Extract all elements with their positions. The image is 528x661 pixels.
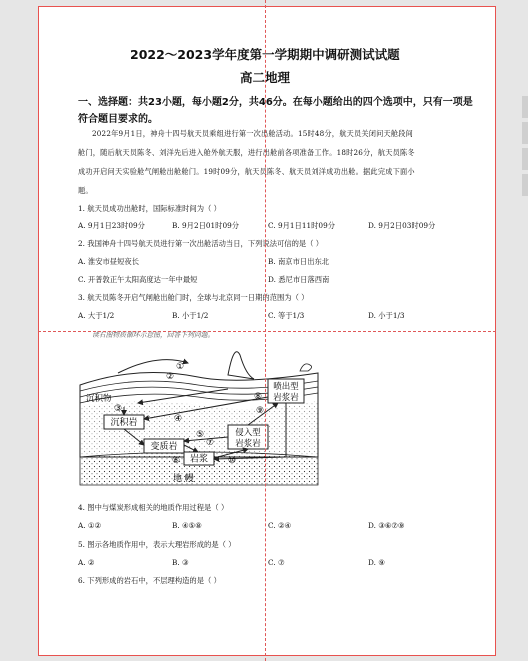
question-4-stem: 4. 图中与煤炭形成相关的地质作用过程是（ ） (78, 503, 229, 512)
volcano-icon (228, 352, 254, 379)
process-10: ⑩ (228, 456, 237, 466)
scroll-marker (522, 96, 528, 118)
section-heading-cont: 符合题目要求的。 (78, 114, 158, 125)
label-mantle: 地 幔 (173, 474, 194, 484)
q2-option-c: C. 开普敦正午太阳高度达一年中最短 (78, 275, 198, 284)
process-4: ④ (174, 414, 183, 424)
label-magma: 岩浆 (189, 454, 209, 465)
question-1-stem: 1. 航天员成功出舱时，国际标准时间为（ ） (78, 204, 221, 213)
q1-option-d: D. 9月2日03时09分 (368, 221, 436, 230)
passage-line: 2022年9月1日，神舟十四号航天员乘组进行第一次出舱活动。15时48分，航天员关闭问天舱段间 (92, 129, 414, 138)
process-8: ⑧ (254, 392, 263, 402)
question-6-stem: 6. 下列形成的岩石中，不层理构造的是（ ） (78, 576, 221, 585)
question-3-stem: 3. 航天员陈冬开启气闸舱出舱门时，全球与北京同一日期的范围为（ ） (78, 293, 309, 302)
q3-option-a: A. 大于1/2 (78, 311, 115, 320)
process-7: ⑦ (206, 438, 215, 448)
q1-option-b: B. 9月2日01时09分 (172, 221, 240, 230)
q1-option-a: A. 9月1日23时09分 (78, 221, 145, 230)
exam-subject: 高二地理 (240, 70, 291, 85)
q3-option-c: C. 等于1/3 (268, 311, 305, 320)
process-6: ⑥ (172, 456, 181, 466)
label-intrusive-1: 侵入型 (235, 428, 261, 438)
q3-option-d: D. 小于1/3 (368, 311, 405, 320)
process-5: ⑤ (196, 430, 205, 440)
label-sediment: 沉积物 (86, 394, 112, 404)
q2-option-d: D. 悉尼市日落西南 (268, 275, 330, 284)
rock-cycle-diagram (78, 345, 323, 490)
passage-line: 舱门，随后航天员陈冬、刘洋先后进入舱外航天服，进行出舱前各项准备工作。18时26分，航天员陈冬 (78, 148, 415, 157)
plant-icon (300, 364, 312, 371)
question-2-stem: 2. 我国神舟十四号航天员进行第一次出舱活动当日，下列说法可信的是（ ） (78, 239, 324, 248)
label-metamorphic-rock: 变质岩 (150, 442, 178, 452)
process-2: ② (166, 372, 175, 382)
q2-option-a: A. 淮安市昼短夜长 (78, 257, 139, 266)
q2-option-b: B. 南京市日出东北 (268, 257, 330, 266)
q4-option-a: A. ①② (78, 521, 101, 530)
q4-option-b: B. ④⑤⑧ (172, 521, 202, 530)
process-9: ⑨ (256, 406, 265, 416)
process-1: ① (176, 362, 185, 372)
passage-line: 成功开启问天实验舱气闸舱出舱舱门。19时09分，航天员陈冬、航天员刘洋成功出舱。据此完成下面小 (78, 167, 415, 176)
label-extrusive-2: 岩浆岩 (273, 393, 299, 403)
q1-option-c: C. 9月1日11时09分 (268, 221, 336, 230)
q4-option-c: C. ②④ (268, 521, 292, 530)
q3-option-b: B. 小于1/2 (172, 311, 209, 320)
label-sedimentary-rock: 沉积岩 (110, 418, 138, 428)
q5-option-a: A. ② (78, 558, 95, 567)
q5-option-d: D. ⑨ (368, 558, 385, 567)
guide-line-horizontal (38, 331, 496, 332)
passage-line: 题。 (78, 186, 93, 195)
section-heading: 一、选择题：共23小题，每小题2分，共46分。在每小题给出的四个选项中，只有一项是 (78, 97, 473, 108)
q5-option-b: B. ③ (172, 558, 189, 567)
scroll-marker (522, 174, 528, 196)
process-3: ③ (114, 404, 123, 414)
scroll-marker (522, 122, 528, 144)
label-intrusive-2: 岩浆岩 (235, 439, 261, 449)
scroll-marker (522, 148, 528, 170)
label-extrusive-1: 喷出型 (273, 382, 299, 392)
q4-option-d: D. ③⑥⑦⑨ (368, 521, 405, 530)
q5-option-c: C. ⑦ (268, 558, 285, 567)
question-5-stem: 5. 图示各地质作用中，表示大理岩形成的是（ ） (78, 540, 236, 549)
exam-title: 2022～2023学年度第一学期期中调研测试试题 (130, 47, 400, 62)
figure-caption: 读右图物质循环示意图，回答下列问题。 (92, 331, 215, 339)
